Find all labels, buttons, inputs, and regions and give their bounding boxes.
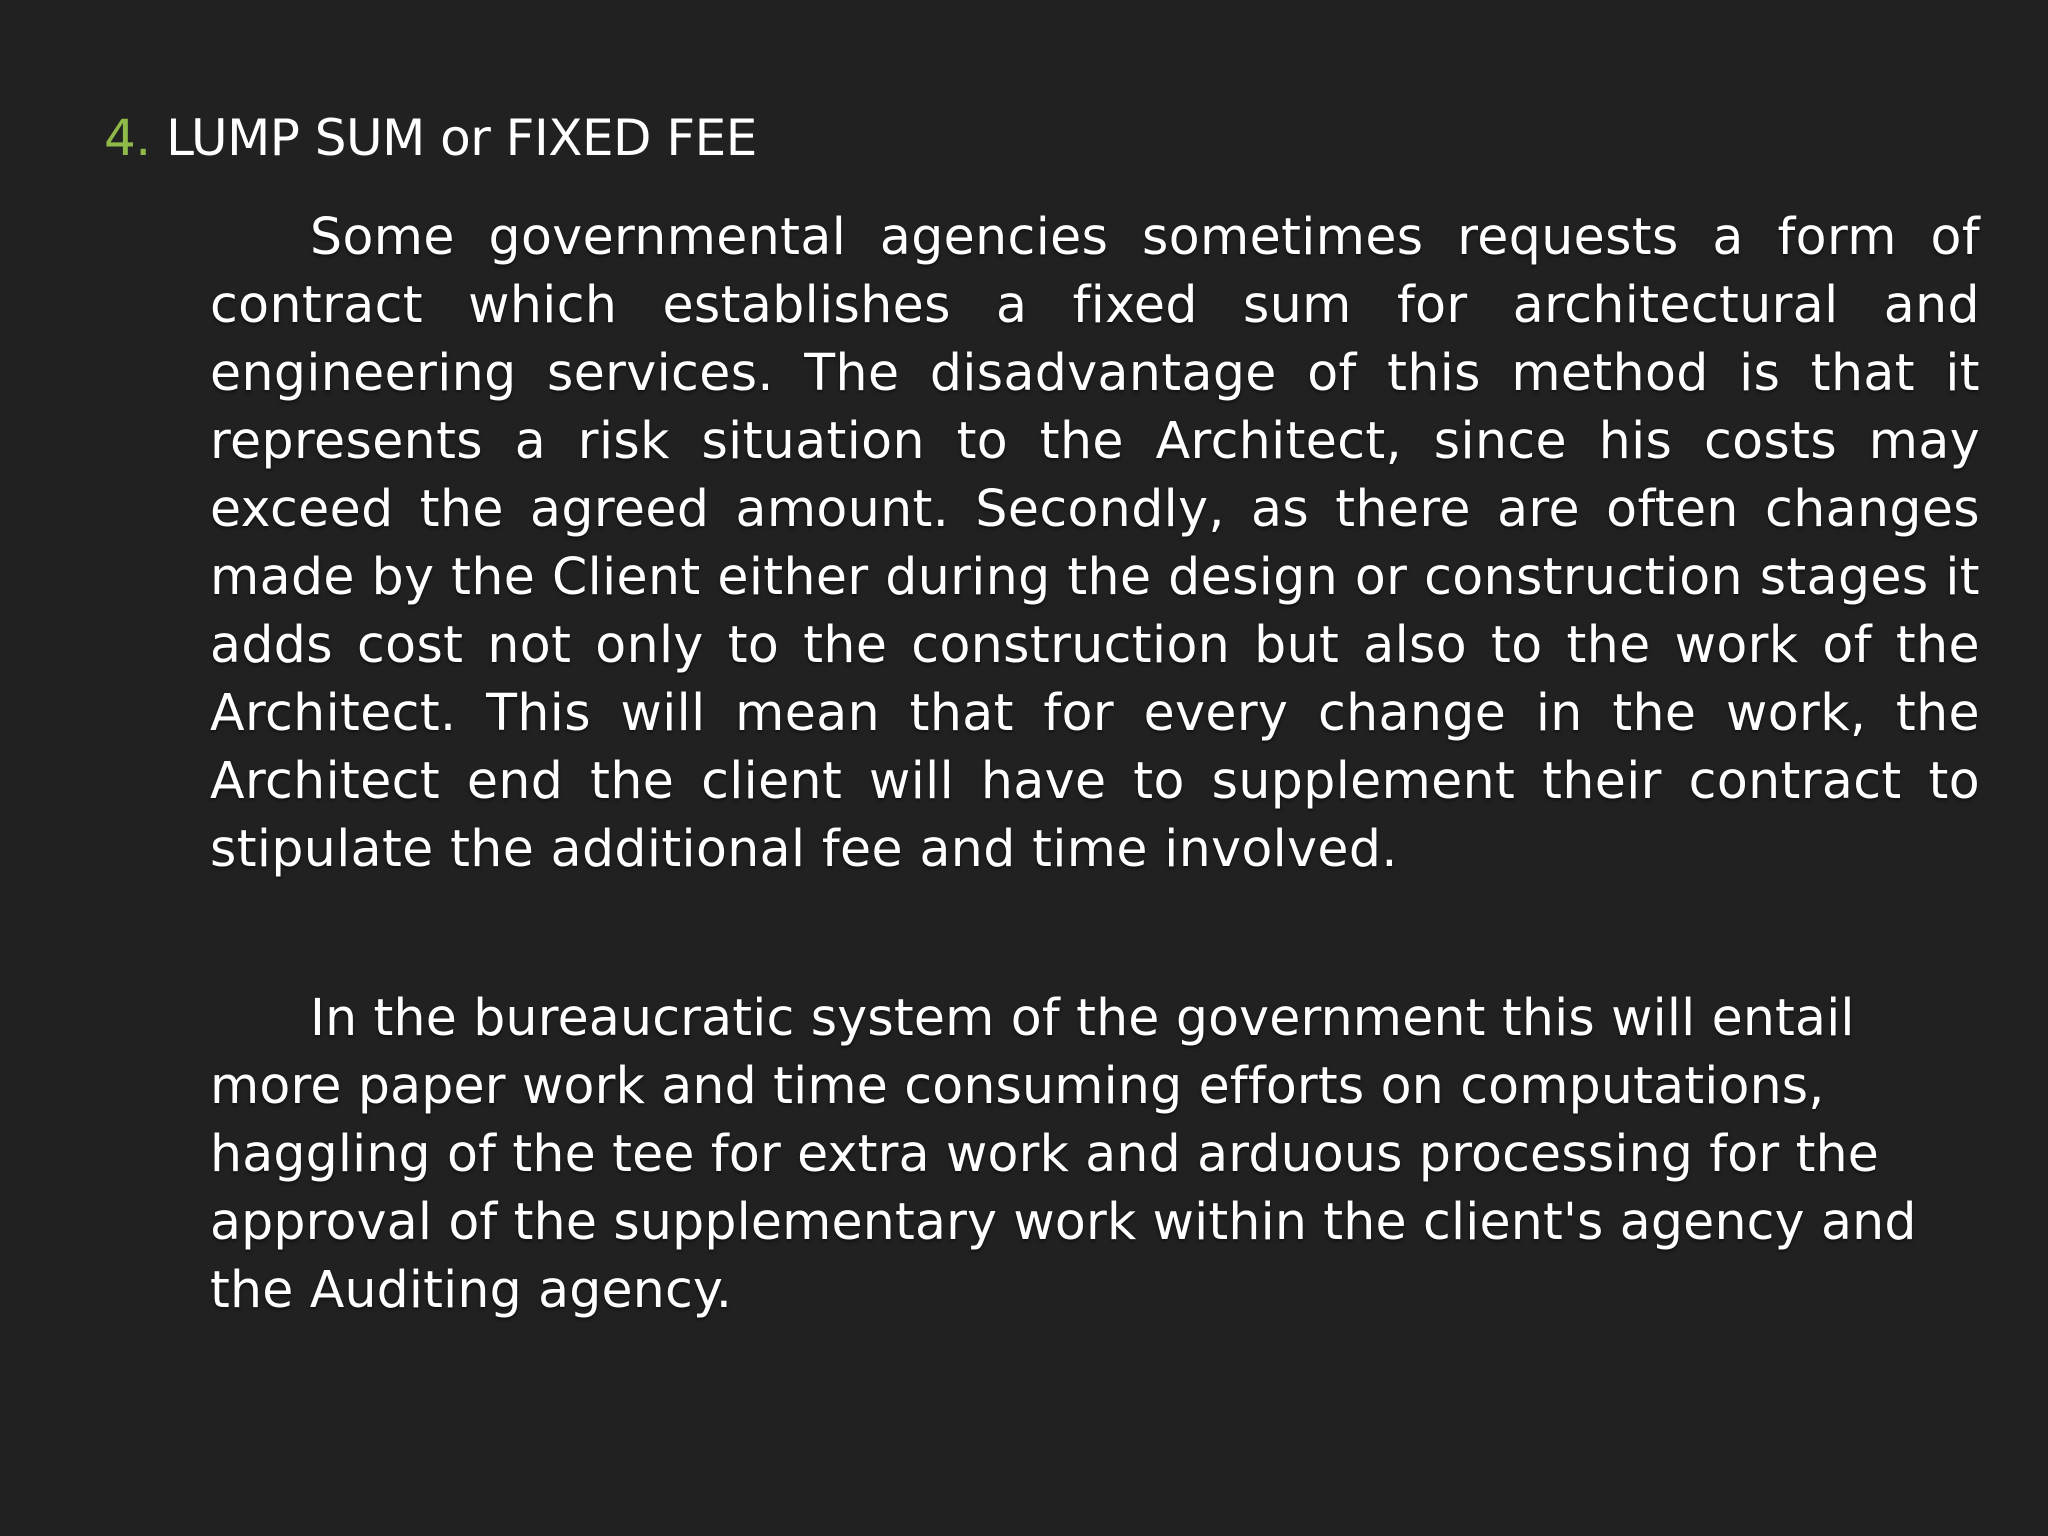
heading-title: LUMP SUM or FIXED FEE bbox=[166, 109, 757, 167]
heading-number: 4. bbox=[104, 109, 151, 167]
body-paragraph-1: Some governmental agencies sometimes requests a form of contract which establishes a fixed sum for architectural and engineering services. The disadvantage of this method is that it represents a risk situation to the Architect, since his costs may exceed the agreed amount. Secondly, as there are often changes made by the Client either during the design or construction stages it adds cost not only to the construction but also to the work of the Architect. This will mean that for every change in the work, the Architect end the client will have to supplement their contract to stipulate the additional fee and time involved. bbox=[210, 207, 1980, 878]
body-paragraph-2: In the bureaucratic system of the government this will entail more paper work and time consuming efforts on computations, haggling of the tee for extra work and arduous processing for the approval of the supplementary work within the client's agency and the Auditing agency. bbox=[210, 988, 1917, 1319]
slide-heading bbox=[104, 101, 757, 175]
